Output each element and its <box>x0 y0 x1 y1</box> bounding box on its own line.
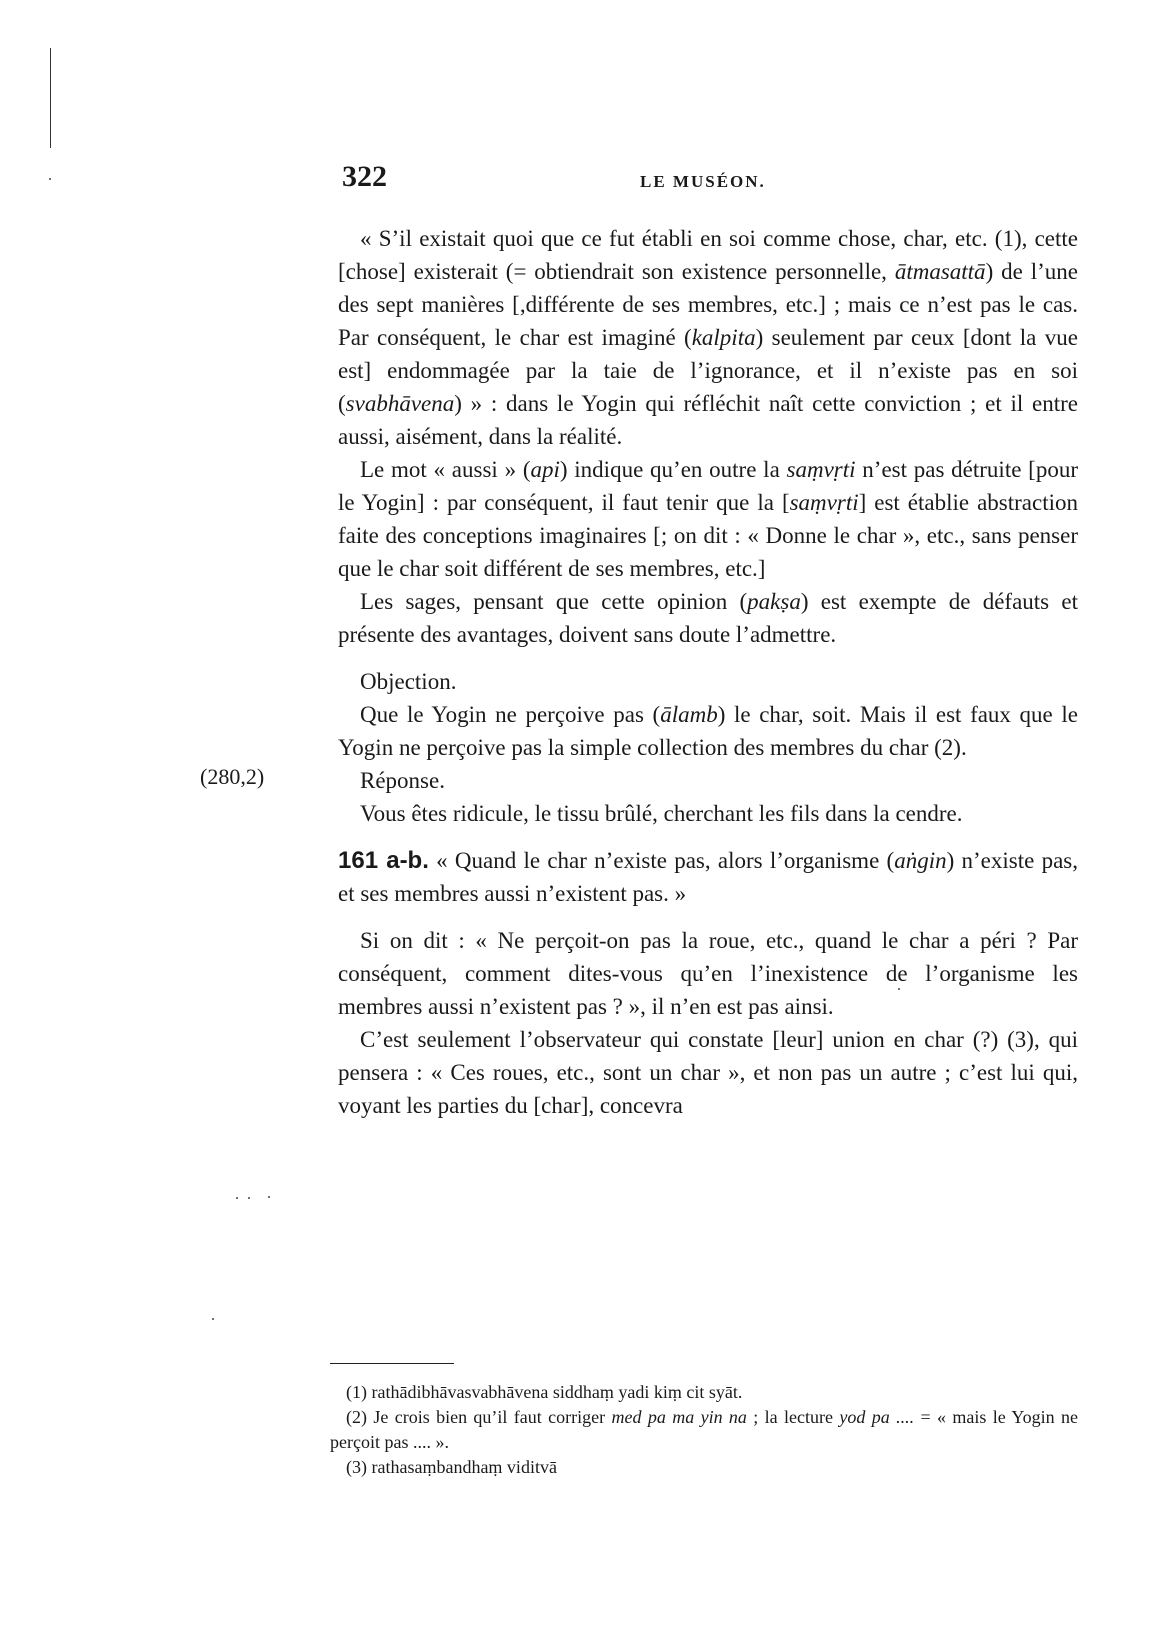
text-span: (2) Je crois bien qu’il faut corriger <box>346 1407 612 1427</box>
sanskrit-term: api <box>530 457 560 482</box>
text-span: ) » : dans le Yogin qui réfléchit naît cette conviction ; et il entre aussi, aisément, dans la réalité. <box>338 391 1078 449</box>
main-text <box>338 222 1078 1122</box>
text-span: Le mot « aussi » ( <box>360 457 531 482</box>
text-span: ] est établie abstraction faite des conceptions imaginaires [; on dit : « Donne le char », etc., sans penser que le char soit différent de ses membres, etc.] <box>338 490 1078 581</box>
text-span: « <box>360 226 379 251</box>
footnote-rule <box>330 1363 454 1364</box>
scan-dot <box>248 1197 250 1199</box>
text-span: « Quand le char n’existe pas, alors l’organisme ( <box>428 848 895 873</box>
tibetan-term: med pa ma yin na <box>611 1407 747 1427</box>
text-span: S’il existait quoi que ce fut établi en soi comme chose, char, etc. (1), cette [chose] existerait (= obtiendrait son existence personnelle, <box>338 226 1078 284</box>
paragraph-1 <box>338 222 1078 453</box>
paragraph-3 <box>338 585 1078 651</box>
paragraph-9: C’est seulement l’observateur qui constate [leur] union en char (?) (3), qui pensera : « Ces roues, etc., sont un char », et non pas un autre ; c’est lui qui, voyant les parties du [char], concevra <box>338 1027 1078 1118</box>
footnotes <box>330 1380 1078 1480</box>
text-span: ) seulement par ceux [dont la vue est] endommagée par la taie de l’ignorance, et il n’existe pas en soi ( <box>338 325 1078 416</box>
page-number: 322 <box>342 160 387 193</box>
sanskrit-term: saṃvṛti <box>786 457 856 482</box>
margin-reference: (280,2) <box>200 764 265 789</box>
sanskrit-term: pakṣa <box>747 589 801 614</box>
text-span: Les sages, pensant que cette opinion ( <box>360 589 748 614</box>
footnote-1: (1) rathādibhāvasvabhāvena siddhaṃ yadi kiṃ cit syāt. <box>346 1382 743 1402</box>
scan-dot <box>212 1318 214 1320</box>
sanskrit-term: kalpita <box>691 325 756 350</box>
text-span: ; la lecture <box>746 1407 840 1427</box>
text-span: ) est exempte de défauts et présente des avantages, doivent sans doute l’admettre. <box>338 589 1078 647</box>
text-span: ) le char, soit. Mais il est faux que le Yogin ne perçoive pas la simple collection des membres du char (2). <box>338 702 1078 760</box>
verse-number: 161 a-b. <box>338 847 429 874</box>
paragraph-5 <box>338 698 1078 764</box>
footnote-3: (3) rathasaṃbandhaṃ viditvā <box>346 1457 557 1477</box>
paragraph-7: Vous êtes ridicule, le tissu brûlé, cherchant les fils dans la cendre. <box>360 801 963 826</box>
verse-161 <box>338 844 1078 910</box>
text-span: ) n’existe pas, et ses membres aussi n’existent pas. » <box>338 848 1078 906</box>
scan-dot <box>236 1197 238 1199</box>
paragraph-8: Si on dit : « Ne perçoit-on pas la roue, etc., quand le char a péri ? Par conséquent, comment dites-vous qu’en l’inexistence de l’organisme les membres aussi n’existent pas ? », il n’en est pas ainsi. <box>338 928 1078 1019</box>
paragraph-objection: Objection. <box>360 669 457 694</box>
scan-dot <box>268 1196 270 1198</box>
footnote-2 <box>330 1405 1078 1455</box>
sanskrit-term: saṃvṛti <box>789 490 859 515</box>
scan-margin-line <box>50 48 51 148</box>
text-span: ) indique qu’en outre la <box>559 457 787 482</box>
running-head <box>0 160 1164 200</box>
sanskrit-term: aṅgin <box>894 848 947 873</box>
sanskrit-term: ālamb <box>660 702 718 727</box>
text-span: n’est pas détruite [pour le Yogin] : par conséquent, il faut tenir que la [ <box>338 457 1078 515</box>
journal-title: LE MUSÉON. <box>640 172 766 191</box>
text-span: Que le Yogin ne perçoive pas ( <box>360 702 661 727</box>
paragraph-2 <box>338 453 1078 585</box>
text-span: ) de l’une des sept manières [,différente de ses membres, etc.] ; mais ce n’est pas le cas. Par conséquent, le char est imaginé ( <box>338 259 1078 350</box>
text-span: = « mais le Yogin ne perçoit pas .... ». <box>330 1407 1078 1452</box>
tibetan-term: yod pa .... <box>839 1407 915 1427</box>
sanskrit-term: ātmasattā <box>894 259 986 284</box>
sanskrit-term: svabhāvena <box>345 391 455 416</box>
paragraph-response: Réponse. <box>360 768 445 793</box>
